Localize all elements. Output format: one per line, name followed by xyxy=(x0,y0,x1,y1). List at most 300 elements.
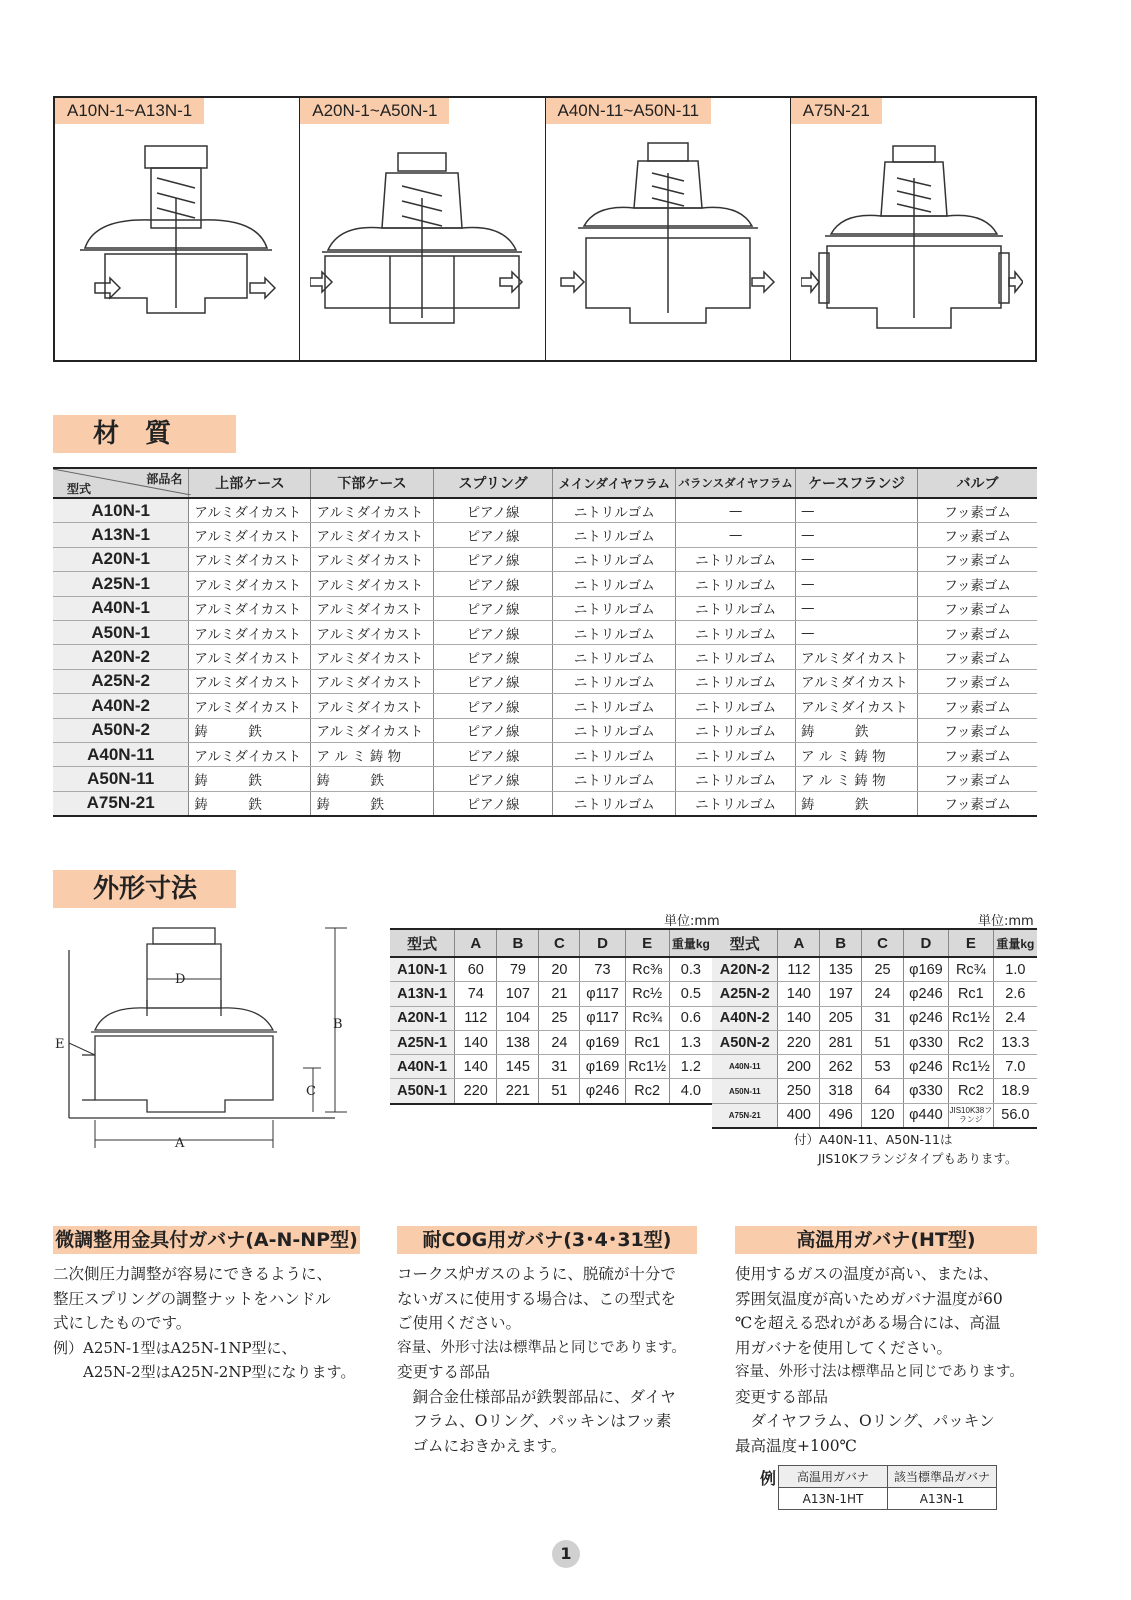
material-cell: ピアノ線 xyxy=(433,620,553,644)
material-cell: アルミダイカスト xyxy=(795,694,917,718)
material-cell: — xyxy=(795,620,917,644)
materials-row xyxy=(53,694,1037,718)
dim-value-cell: 496 xyxy=(820,1103,862,1128)
dim-value-cell: 18.9 xyxy=(993,1079,1037,1103)
material-cell: ニトリルゴム xyxy=(553,645,676,669)
model-cell: A25N-2 xyxy=(53,669,189,693)
dim-value-cell: 220 xyxy=(455,1079,497,1104)
material-cell: フッ素ゴム xyxy=(918,694,1037,718)
dim-value-cell: Rc2 xyxy=(948,1079,993,1103)
dim-value-cell: Rc2 xyxy=(948,1030,993,1054)
dim-value-cell: φ246 xyxy=(903,1006,948,1030)
material-cell: ニトリルゴム xyxy=(553,620,676,644)
material-cell: ニトリルゴム xyxy=(676,791,796,816)
product-label: A10N-1~A13N-1 xyxy=(55,98,204,124)
dim-model-cell: A10N-1 xyxy=(390,957,455,982)
material-cell: ア ル ミ 鋳 物 xyxy=(795,742,917,766)
material-cell: アルミダイカスト xyxy=(189,596,311,620)
material-cell: フッ素ゴム xyxy=(918,523,1037,547)
material-cell: アルミダイカスト xyxy=(311,596,433,620)
dim-value-cell: Rc¾ xyxy=(625,1006,669,1030)
dim-value-cell: φ169 xyxy=(580,1030,625,1054)
dim-model-cell: A50N-1 xyxy=(390,1079,455,1104)
dim-row xyxy=(390,982,712,1006)
dim-value-cell: Rc1½ xyxy=(948,1006,993,1030)
cog-line: ゴムにおきかえます。 xyxy=(397,1436,567,1455)
material-cell: ピアノ線 xyxy=(433,498,553,523)
dim-value-cell: 281 xyxy=(820,1030,862,1054)
material-cell: ニトリルゴム xyxy=(553,547,676,571)
dim-value-cell: 2.4 xyxy=(993,1006,1037,1030)
dim-header: 重量kg xyxy=(669,929,712,957)
unit-label-right: 単位:mm xyxy=(978,914,1034,929)
dim-row xyxy=(390,1079,712,1104)
material-cell: アルミダイカスト xyxy=(189,669,311,693)
dim-value-cell: 31 xyxy=(539,1055,580,1079)
dim-value-cell: 25 xyxy=(539,1006,580,1030)
material-cell: ニトリルゴム xyxy=(553,572,676,596)
dim-header: C xyxy=(539,929,580,957)
dimensions-table-right xyxy=(712,928,1037,1129)
material-cell: アルミダイカスト xyxy=(311,620,433,644)
dim-value-cell: 140 xyxy=(455,1055,497,1079)
dim-value-cell: φ169 xyxy=(903,957,948,982)
materials-row xyxy=(53,718,1037,742)
material-cell: — xyxy=(795,572,917,596)
material-cell: 鋳 鉄 xyxy=(311,791,433,816)
material-cell: フッ素ゴム xyxy=(918,620,1037,644)
regulator-drawing-icon xyxy=(556,138,778,350)
material-cell: ニトリルゴム xyxy=(553,742,676,766)
dim-label-d: D xyxy=(175,972,186,987)
material-cell: ニトリルゴム xyxy=(676,620,796,644)
model-cell: A50N-11 xyxy=(53,767,189,791)
materials-row xyxy=(53,596,1037,620)
material-cell: ア ル ミ 鋳 物 xyxy=(795,767,917,791)
model-cell: A40N-2 xyxy=(53,694,189,718)
materials-corner-header xyxy=(53,468,189,498)
dim-right-body xyxy=(712,957,1037,1128)
example-table xyxy=(778,1465,997,1510)
dim-model-cell: A75N-21 xyxy=(712,1103,778,1128)
material-cell: アルミダイカスト xyxy=(795,669,917,693)
dim-row xyxy=(712,982,1037,1006)
dim-model-cell: A40N-2 xyxy=(712,1006,778,1030)
np-line: 例）A25N-1型はA25N-1NP型に、 xyxy=(53,1338,297,1357)
material-cell: ピアノ線 xyxy=(433,669,553,693)
cog-line: 銅合金仕様部品が鉄製部品に、ダイヤ xyxy=(397,1387,676,1406)
product-cell-2 xyxy=(300,98,545,360)
product-label: A20N-1~A50N-1 xyxy=(300,98,449,124)
material-cell: ニトリルゴム xyxy=(676,694,796,718)
dim-header: A xyxy=(778,929,820,957)
material-cell: ピアノ線 xyxy=(433,694,553,718)
material-cell: アルミダイカスト xyxy=(795,645,917,669)
materials-header: ケースフランジ xyxy=(795,468,917,498)
dim-value-cell: Rc1½ xyxy=(948,1055,993,1079)
ht-line: 用ガバナを使用してください。 xyxy=(735,1338,953,1357)
np-line: 式にしたものです。 xyxy=(53,1314,192,1332)
material-cell: ニトリルゴム xyxy=(676,742,796,766)
regulator-drawing-icon xyxy=(801,138,1023,350)
material-cell: アルミダイカスト xyxy=(189,742,311,766)
dim-model-cell: A25N-2 xyxy=(712,982,778,1006)
materials-header: 上部ケース xyxy=(189,468,311,498)
dim-row xyxy=(712,1006,1037,1030)
np-line: 整圧スプリングの調整ナットをハンドル xyxy=(53,1289,331,1308)
dim-value-cell: 140 xyxy=(778,982,820,1006)
material-cell: フッ素ゴム xyxy=(918,572,1037,596)
materials-row xyxy=(53,620,1037,644)
dim-header: B xyxy=(497,929,539,957)
dim-value-cell: Rc2 xyxy=(625,1079,669,1104)
dim-value-cell: 24 xyxy=(539,1030,580,1054)
material-cell: ニトリルゴム xyxy=(676,547,796,571)
model-cell: A10N-1 xyxy=(53,498,189,523)
cog-line: 変更する部品 xyxy=(397,1363,491,1381)
model-cell: A13N-1 xyxy=(53,523,189,547)
corner-bottom-label: 型式 xyxy=(67,482,92,496)
material-cell: — xyxy=(676,498,796,523)
model-cell: A50N-2 xyxy=(53,718,189,742)
material-cell: ニトリルゴム xyxy=(676,718,796,742)
dim-value-cell: Rc¾ xyxy=(948,957,993,982)
dim-model-cell: A20N-1 xyxy=(390,1006,455,1030)
ht-line: 最高温度+100℃ xyxy=(735,1436,857,1455)
dim-value-cell: φ246 xyxy=(903,982,948,1006)
dim-value-cell: Rc1 xyxy=(948,982,993,1006)
material-cell: ニトリルゴム xyxy=(676,669,796,693)
dim-value-cell: 21 xyxy=(539,982,580,1006)
dim-value-cell: 2.6 xyxy=(993,982,1037,1006)
ht-text xyxy=(735,1262,1045,1458)
dimensions-title: 外形寸法 xyxy=(53,870,236,908)
dim-value-cell: φ117 xyxy=(580,1006,625,1030)
materials-row xyxy=(53,645,1037,669)
material-cell: ア ル ミ 鋳 物 xyxy=(311,742,433,766)
np-title: 微調整用金具付ガバナ(A-N-NP型) xyxy=(53,1226,360,1254)
dim-value-cell: Rc1½ xyxy=(625,1055,669,1079)
material-cell: フッ素ゴム xyxy=(918,596,1037,620)
dim-value-cell: 135 xyxy=(820,957,862,982)
material-cell: 鋳 鉄 xyxy=(189,767,311,791)
model-cell: A25N-1 xyxy=(53,572,189,596)
material-cell: フッ素ゴム xyxy=(918,547,1037,571)
cog-line: ご使用ください。 xyxy=(397,1314,522,1332)
material-cell: ニトリルゴム xyxy=(553,523,676,547)
dim-value-cell: φ169 xyxy=(580,1055,625,1079)
material-cell: ニトリルゴム xyxy=(676,645,796,669)
materials-header: バルブ xyxy=(918,468,1037,498)
materials-row xyxy=(53,791,1037,816)
example-header: 高温用ガバナ xyxy=(779,1466,888,1488)
material-cell: アルミダイカスト xyxy=(311,694,433,718)
material-cell: アルミダイカスト xyxy=(189,645,311,669)
dim-header: D xyxy=(580,929,625,957)
model-cell: A75N-21 xyxy=(53,791,189,816)
dim-value-cell: 51 xyxy=(862,1030,904,1054)
dim-value-cell: 60 xyxy=(455,957,497,982)
material-cell: ピアノ線 xyxy=(433,791,553,816)
dim-value-cell: 138 xyxy=(497,1030,539,1054)
dim-value-cell: φ330 xyxy=(903,1079,948,1103)
material-cell: アルミダイカスト xyxy=(189,523,311,547)
material-cell: ニトリルゴム xyxy=(553,498,676,523)
dim-value-cell: 400 xyxy=(778,1103,820,1128)
dim-model-cell: A20N-2 xyxy=(712,957,778,982)
dim-value-cell: 221 xyxy=(497,1079,539,1104)
material-cell: 鋳 鉄 xyxy=(189,791,311,816)
materials-row xyxy=(53,498,1037,523)
dim-value-cell: 4.0 xyxy=(669,1079,712,1104)
dim-header: E xyxy=(625,929,669,957)
material-cell: 鋳 鉄 xyxy=(795,791,917,816)
material-cell: アルミダイカスト xyxy=(189,547,311,571)
model-cell: A20N-1 xyxy=(53,547,189,571)
example-cell: A13N-1 xyxy=(888,1488,997,1510)
dim-model-cell: A25N-1 xyxy=(390,1030,455,1054)
ht-line: 容量、外形寸法は標準品と同じであります。 xyxy=(735,1364,1024,1380)
material-cell: アルミダイカスト xyxy=(189,498,311,523)
product-drawings-panel xyxy=(53,96,1037,362)
material-cell: アルミダイカスト xyxy=(189,620,311,644)
dim-value-cell: 56.0 xyxy=(993,1103,1037,1128)
material-cell: フッ素ゴム xyxy=(918,498,1037,523)
material-cell: ニトリルゴム xyxy=(553,791,676,816)
material-cell: 鋳 鉄 xyxy=(311,767,433,791)
model-cell: A50N-1 xyxy=(53,620,189,644)
dim-header: 重量kg xyxy=(993,929,1037,957)
dim-note-line1: 付）A40N-11、A50N-11は xyxy=(794,1132,953,1147)
model-cell: A40N-1 xyxy=(53,596,189,620)
regulator-drawing-icon xyxy=(65,138,287,350)
ht-line: 使用するガスの温度が高い、または、 xyxy=(735,1265,999,1283)
dim-value-cell: 24 xyxy=(862,982,904,1006)
materials-row xyxy=(53,547,1037,571)
dim-row xyxy=(712,1055,1037,1079)
dim-value-cell: Rc1 xyxy=(625,1030,669,1054)
cog-line: コークス炉ガスのように、脱硫が十分で xyxy=(397,1265,676,1283)
dim-header: D xyxy=(903,929,948,957)
material-cell: アルミダイカスト xyxy=(189,572,311,596)
dim-label-a: A xyxy=(175,1136,185,1151)
dim-value-cell: 51 xyxy=(539,1079,580,1104)
np-line: A25N-2型はA25N-2NP型になります。 xyxy=(53,1363,356,1381)
ht-line: 雰囲気温度が高いためガバナ温度が60 xyxy=(735,1289,1003,1308)
materials-row xyxy=(53,767,1037,791)
dim-value-cell: 197 xyxy=(820,982,862,1006)
cog-line: ないガスに使用する場合は、この型式を xyxy=(397,1289,677,1308)
example-label: 例 xyxy=(760,1469,777,1488)
material-cell: ニトリルゴム xyxy=(553,669,676,693)
dim-value-cell: 25 xyxy=(862,957,904,982)
dim-value-cell: 31 xyxy=(862,1006,904,1030)
material-cell: ニトリルゴム xyxy=(553,718,676,742)
dim-label-b: B xyxy=(333,1017,343,1032)
dim-model-cell: A40N-1 xyxy=(390,1055,455,1079)
dim-value-cell: 0.6 xyxy=(669,1006,712,1030)
material-cell: アルミダイカスト xyxy=(311,718,433,742)
dim-value-cell: 112 xyxy=(455,1006,497,1030)
material-cell: — xyxy=(795,596,917,620)
dim-left-body xyxy=(390,957,712,1104)
materials-table-body xyxy=(53,498,1037,816)
dim-header: B xyxy=(820,929,862,957)
material-cell: ピアノ線 xyxy=(433,596,553,620)
material-cell: フッ素ゴム xyxy=(918,742,1037,766)
dim-model-cell: A50N-2 xyxy=(712,1030,778,1054)
material-cell: ピアノ線 xyxy=(433,718,553,742)
dim-value-cell: φ246 xyxy=(903,1055,948,1079)
dim-note-line2: JIS10Kフランジタイプもあります。 xyxy=(818,1151,1018,1166)
material-cell: ニトリルゴム xyxy=(676,767,796,791)
dimensions-table-left xyxy=(390,928,712,1105)
dim-value-cell: φ117 xyxy=(580,982,625,1006)
material-cell: アルミダイカスト xyxy=(189,694,311,718)
material-cell: アルミダイカスト xyxy=(311,498,433,523)
dim-value-cell: Rc½ xyxy=(625,982,669,1006)
dim-header-row xyxy=(712,929,1037,957)
dim-header: A xyxy=(455,929,497,957)
material-cell: ニトリルゴム xyxy=(553,767,676,791)
material-cell: アルミダイカスト xyxy=(311,572,433,596)
material-cell: — xyxy=(795,547,917,571)
materials-table xyxy=(53,467,1037,817)
dim-model-cell: A50N-11 xyxy=(712,1079,778,1103)
material-cell: ピアノ線 xyxy=(433,572,553,596)
dim-row xyxy=(390,957,712,982)
dim-value-cell: 200 xyxy=(778,1055,820,1079)
product-cell-3 xyxy=(546,98,791,360)
dim-value-cell: 250 xyxy=(778,1079,820,1103)
cog-line: 容量、外形寸法は標準品と同じであります。 xyxy=(397,1339,686,1356)
dim-row xyxy=(712,1079,1037,1103)
dim-value-cell: 318 xyxy=(820,1079,862,1103)
material-cell: アルミダイカスト xyxy=(311,547,433,571)
material-cell: ピアノ線 xyxy=(433,742,553,766)
material-cell: ピアノ線 xyxy=(433,645,553,669)
dim-value-cell: 140 xyxy=(455,1030,497,1054)
dim-value-cell: 53 xyxy=(862,1055,904,1079)
model-cell: A40N-11 xyxy=(53,742,189,766)
dim-value-cell: Rc⅜ xyxy=(625,957,669,982)
materials-header: メインダイヤフラム xyxy=(553,468,676,498)
materials-header: 下部ケース xyxy=(311,468,433,498)
dim-header: 型式 xyxy=(390,929,455,957)
product-label: A75N-21 xyxy=(791,98,882,124)
ht-line: ダイヤフラム、Oリング、パッキン xyxy=(735,1412,995,1430)
material-cell: 鋳 鉄 xyxy=(795,718,917,742)
dim-header-row xyxy=(390,929,712,957)
dim-value-cell: 205 xyxy=(820,1006,862,1030)
dim-row xyxy=(390,1030,712,1054)
dim-value-cell: 0.3 xyxy=(669,957,712,982)
model-cell: A20N-2 xyxy=(53,645,189,669)
cog-title: 耐COG用ガバナ(3･4･31型) xyxy=(397,1226,697,1254)
material-cell: フッ素ゴム xyxy=(918,718,1037,742)
dim-value-cell: 74 xyxy=(455,982,497,1006)
ht-line: 変更する部品 xyxy=(735,1387,829,1406)
materials-header: スプリング xyxy=(433,468,553,498)
regulator-drawing-icon xyxy=(310,138,532,350)
materials-row xyxy=(53,523,1037,547)
dim-header: E xyxy=(948,929,993,957)
dim-value-cell: 120 xyxy=(862,1103,904,1128)
dim-header: C xyxy=(862,929,904,957)
dim-value-cell: 13.3 xyxy=(993,1030,1037,1054)
dim-value-cell: φ440 xyxy=(903,1103,948,1128)
material-cell: フッ素ゴム xyxy=(918,791,1037,816)
dim-value-cell: 220 xyxy=(778,1030,820,1054)
material-cell: — xyxy=(795,498,917,523)
material-cell: アルミダイカスト xyxy=(311,645,433,669)
product-cell-4 xyxy=(791,98,1035,360)
dim-value-cell: 140 xyxy=(778,1006,820,1030)
unit-label-left: 単位:mm xyxy=(664,914,720,929)
materials-header: バランスダイヤフラム xyxy=(676,468,796,498)
dim-label-c: C xyxy=(306,1084,316,1099)
cog-text xyxy=(397,1262,717,1458)
dim-value-cell: 1.3 xyxy=(669,1030,712,1054)
corner-top-label: 部品名 xyxy=(146,472,183,486)
ht-line: ℃を超える恐れがある場合には、高温 xyxy=(735,1314,1001,1332)
dim-value-cell: 79 xyxy=(497,957,539,982)
dim-value-cell: 1.2 xyxy=(669,1055,712,1079)
example-cell: A13N-1HT xyxy=(779,1488,888,1510)
dim-value-cell: 1.0 xyxy=(993,957,1037,982)
dim-header: 型式 xyxy=(712,929,778,957)
dim-value-cell: φ246 xyxy=(580,1079,625,1104)
dim-value-cell: 0.5 xyxy=(669,982,712,1006)
material-cell: — xyxy=(795,523,917,547)
np-text xyxy=(53,1262,373,1385)
dim-row xyxy=(390,1055,712,1079)
np-line: 二次側圧力調整が容易にできるように、 xyxy=(53,1265,333,1283)
product-label: A40N-11~A50N-11 xyxy=(546,98,712,124)
material-cell: 鋳 鉄 xyxy=(189,718,311,742)
dim-value-cell: 7.0 xyxy=(993,1055,1037,1079)
dim-value-cell: φ330 xyxy=(903,1030,948,1054)
dim-model-cell: A13N-1 xyxy=(390,982,455,1006)
dim-model-cell: A40N-11 xyxy=(712,1055,778,1079)
material-cell: アルミダイカスト xyxy=(311,669,433,693)
dim-row xyxy=(390,1006,712,1030)
material-cell: ニトリルゴム xyxy=(553,596,676,620)
material-cell: ニトリルゴム xyxy=(676,572,796,596)
material-cell: ピアノ線 xyxy=(433,767,553,791)
materials-row xyxy=(53,742,1037,766)
example-header-row xyxy=(779,1466,997,1488)
dim-row xyxy=(712,1030,1037,1054)
materials-header-row xyxy=(53,468,1037,498)
materials-row xyxy=(53,669,1037,693)
dim-value-cell: 145 xyxy=(497,1055,539,1079)
dim-value-cell: 262 xyxy=(820,1055,862,1079)
dim-value-cell: 64 xyxy=(862,1079,904,1103)
dim-value-cell: 104 xyxy=(497,1006,539,1030)
dim-value-cell: 73 xyxy=(580,957,625,982)
dim-value-cell: 20 xyxy=(539,957,580,982)
example-row xyxy=(779,1488,997,1510)
material-cell: ニトリルゴム xyxy=(553,694,676,718)
materials-title: 材 質 xyxy=(53,415,236,453)
material-cell: — xyxy=(676,523,796,547)
material-cell: アルミダイカスト xyxy=(311,523,433,547)
example-header: 該当標準品ガバナ xyxy=(888,1466,997,1488)
dimension-drawing xyxy=(55,920,355,1156)
dim-label-e: E xyxy=(55,1037,65,1052)
dim-value-cell: 112 xyxy=(778,957,820,982)
